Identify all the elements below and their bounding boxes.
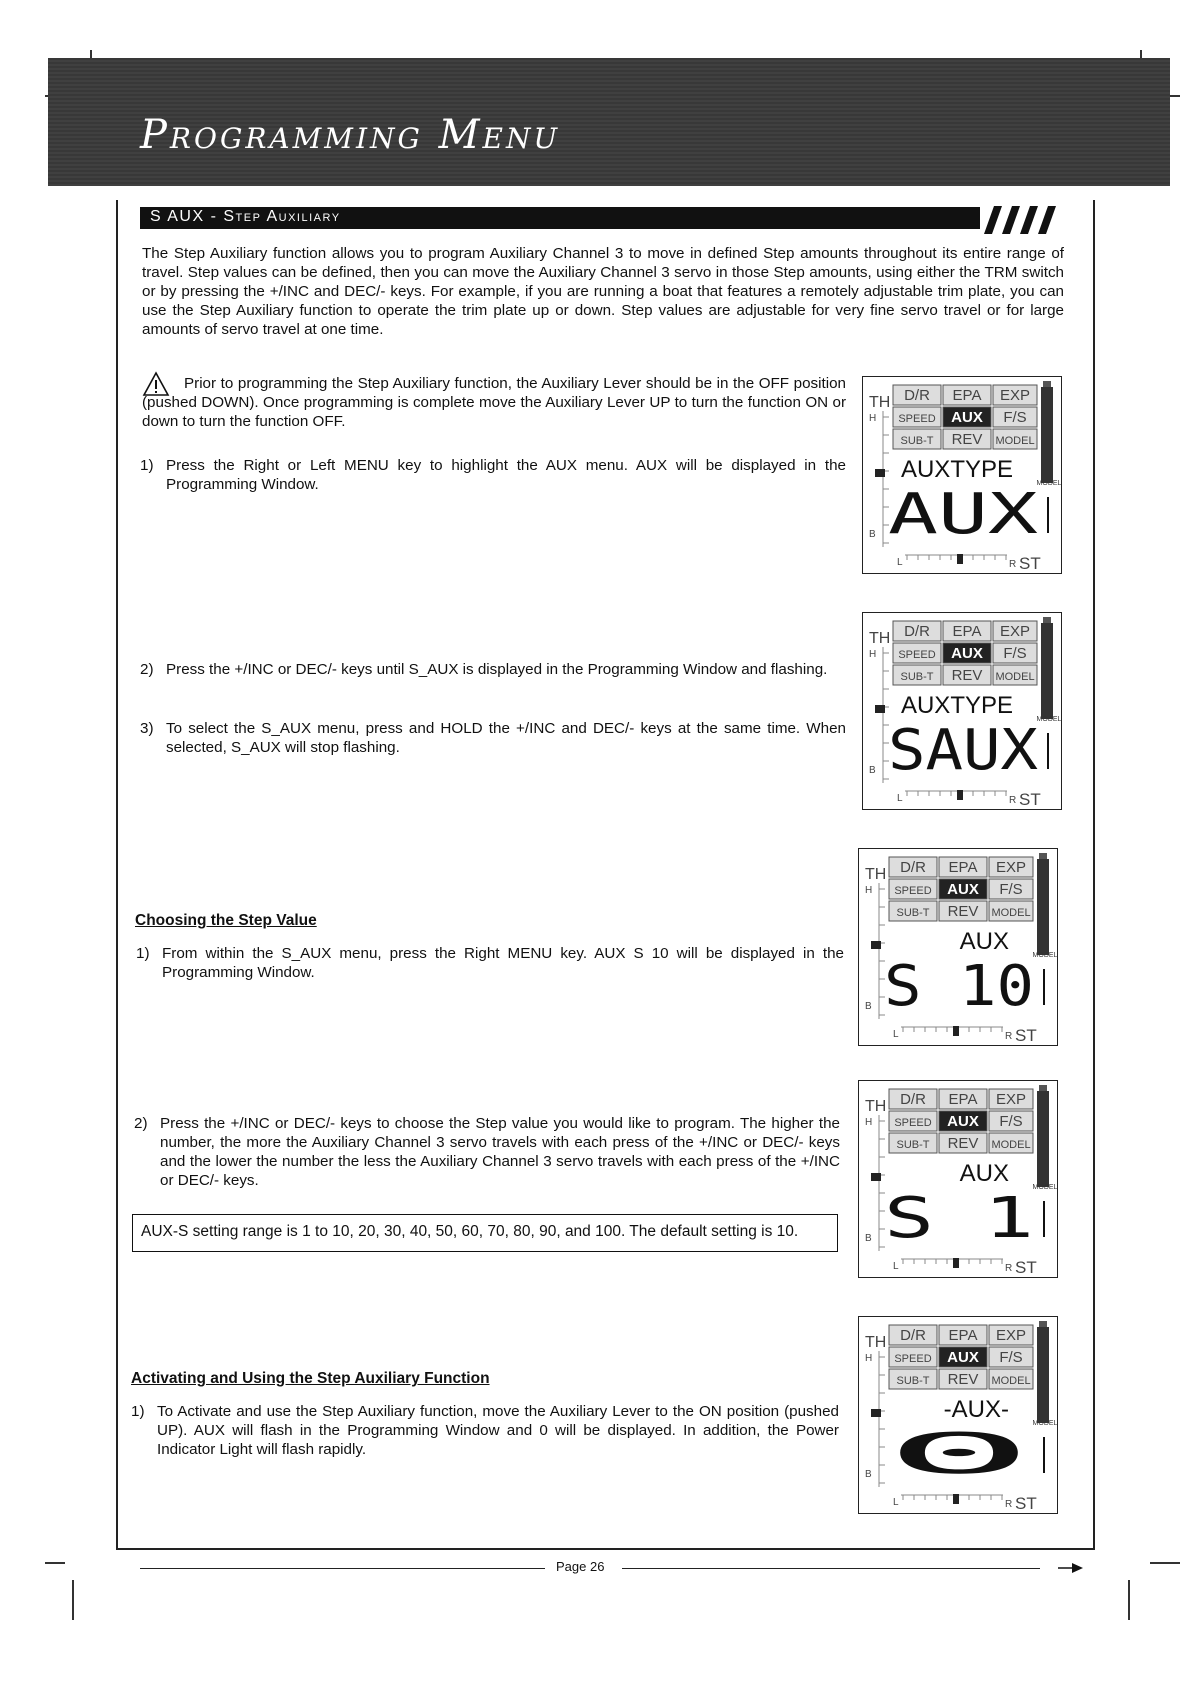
lcd-menu-label: EPA bbox=[952, 387, 982, 404]
lcd-menu-label: AUX bbox=[947, 1349, 979, 1366]
lcd-menu-label: F/S bbox=[999, 881, 1023, 898]
lcd-th: TH bbox=[869, 394, 891, 411]
lcd-th: TH bbox=[869, 630, 891, 647]
lcd-menu-label: REV bbox=[951, 431, 983, 448]
lcd-menu-label: D/R bbox=[900, 1327, 926, 1344]
lcd-model: MODEL bbox=[1036, 716, 1062, 723]
lcd-menu-label: MODEL bbox=[991, 1375, 1031, 1387]
battery-icon bbox=[1041, 623, 1053, 719]
warning-text: Prior to programming the Step Auxiliary function, the Auxiliary Lever should be in the OFF position (pushed DOWN). Once programming is complete move the Auxiliary Lever UP to turn the function ON or down to turn the function OFF. bbox=[142, 375, 846, 430]
lcd-label: AUX bbox=[959, 928, 1009, 955]
battery-icon bbox=[1037, 1091, 1049, 1187]
lcd-b: B bbox=[869, 765, 876, 776]
lcd-menu-label: SUB-T bbox=[896, 1139, 930, 1151]
lcd-menu-label: EXP bbox=[999, 623, 1031, 640]
choosing-heading: Choosing the Step Value bbox=[135, 912, 317, 929]
lcd-menu-label: SUB-T bbox=[896, 907, 930, 919]
lcd-big-value: S 10 bbox=[884, 954, 1034, 1019]
intro-paragraph: The Step Auxiliary function allows you to program Auxiliary Channel 3 to move in defined Step amounts throughout its entire range of travel. Step values can be defined, then you can move the Auxiliary Channel 3 servo in those Step amounts, using either the TRM switch or by pressing the +/INC and DEC/- keys. For example, if you are running a boat that features a remotely adjustable trim plate, you can use the Step Auxiliary function to operate the trim plate up or down. Step values are adjustable for very fine servo travel or for large amounts of servo travel at one time. bbox=[142, 245, 1064, 338]
lcd-menu-label: EXP bbox=[995, 1327, 1027, 1344]
lcd-display bbox=[862, 612, 1062, 810]
lcd-menu-label: REV bbox=[947, 1135, 979, 1152]
lcd-l: L bbox=[893, 1029, 899, 1040]
page-number: Page 26 bbox=[556, 1559, 605, 1574]
lcd-menu-label: SPEED bbox=[894, 1353, 932, 1365]
battery-icon bbox=[1037, 859, 1049, 955]
battery-icon bbox=[1037, 1327, 1049, 1423]
footer-line-left bbox=[140, 1568, 545, 1569]
lcd-big-value: 0 bbox=[884, 1422, 1034, 1487]
battery-icon bbox=[1041, 387, 1053, 483]
slashes-decoration bbox=[972, 202, 1062, 236]
steering-trim-marker bbox=[957, 790, 963, 800]
lcd-big-value: S 1 bbox=[884, 1186, 1034, 1251]
lcd-menu-label: REV bbox=[947, 903, 979, 920]
lcd-menu-label: AUX bbox=[951, 409, 983, 426]
lcd-l: L bbox=[893, 1261, 899, 1272]
setting-range-note: AUX-S setting range is 1 to 10, 20, 30, 40, 50, 60, 70, 80, 90, and 100. The default setting is 10. bbox=[132, 1214, 838, 1252]
lcd-menu-label: AUX bbox=[951, 645, 983, 662]
crop-mark bbox=[1128, 1580, 1130, 1620]
lcd-r: R bbox=[1009, 559, 1017, 570]
lcd-l: L bbox=[897, 793, 903, 804]
lcd-h: H bbox=[865, 885, 873, 896]
steering-trim-marker bbox=[953, 1494, 959, 1504]
frame-right bbox=[1093, 200, 1095, 1550]
lcd-b: B bbox=[869, 529, 876, 540]
arrow-right-icon bbox=[1058, 1562, 1084, 1574]
lcd-menu-label: EXP bbox=[995, 859, 1027, 876]
lcd-menu-label: EPA bbox=[948, 859, 978, 876]
lcd-menu-label: F/S bbox=[999, 1113, 1023, 1130]
frame-left bbox=[116, 200, 118, 1550]
lcd-th: TH bbox=[865, 1098, 887, 1115]
lcd-b: B bbox=[865, 1233, 872, 1244]
lcd-h: H bbox=[865, 1117, 873, 1128]
lcd-l: L bbox=[893, 1497, 899, 1508]
lcd-menu-label: EPA bbox=[948, 1091, 978, 1108]
lcd-menu-label: EPA bbox=[948, 1327, 978, 1344]
throttle-trim-marker bbox=[875, 705, 885, 713]
lcd-label: AUXTYPE bbox=[900, 456, 1013, 483]
lcd-model: MODEL bbox=[1032, 1420, 1058, 1427]
lcd-menu-label: D/R bbox=[904, 387, 930, 404]
lcd-label: AUXTYPE bbox=[900, 692, 1013, 719]
footer-line-right bbox=[622, 1568, 1040, 1569]
lcd-b: B bbox=[865, 1469, 872, 1480]
lcd-menu-label: SPEED bbox=[894, 885, 932, 897]
footer-rule bbox=[118, 1548, 1093, 1550]
lcd-menu-label: D/R bbox=[900, 859, 926, 876]
lcd-st: ST bbox=[1019, 554, 1041, 573]
lcd-menu-label: MODEL bbox=[995, 435, 1035, 447]
throttle-trim-marker bbox=[871, 1173, 881, 1181]
lcd-menu-label: SPEED bbox=[894, 1117, 932, 1129]
lcd-th: TH bbox=[865, 866, 887, 883]
lcd-menu-label: EXP bbox=[999, 387, 1031, 404]
lcd-st: ST bbox=[1015, 1258, 1037, 1277]
activating-heading: Activating and Using the Step Auxiliary Function bbox=[131, 1370, 490, 1387]
lcd-big-value: AUX bbox=[888, 482, 1039, 547]
lcd-menu-label: AUX bbox=[947, 881, 979, 898]
lcd-h: H bbox=[865, 1353, 873, 1364]
lcd-r: R bbox=[1005, 1031, 1013, 1042]
lcd-st: ST bbox=[1019, 790, 1041, 809]
crop-mark bbox=[72, 1580, 74, 1620]
steering-trim-marker bbox=[953, 1258, 959, 1268]
lcd-label: -AUX- bbox=[943, 1396, 1009, 1423]
lcd-r: R bbox=[1009, 795, 1017, 806]
lcd-menu-label: F/S bbox=[1003, 645, 1027, 662]
lcd-st: ST bbox=[1015, 1494, 1037, 1513]
lcd-h: H bbox=[869, 649, 877, 660]
lcd-b: B bbox=[865, 1001, 872, 1012]
lcd-th: TH bbox=[865, 1334, 887, 1351]
lcd-menu-label: MODEL bbox=[991, 1139, 1031, 1151]
lcd-menu-label: SUB-T bbox=[896, 1375, 930, 1387]
lcd-menu-label: REV bbox=[947, 1371, 979, 1388]
lcd-r: R bbox=[1005, 1263, 1013, 1274]
lcd-h: H bbox=[869, 413, 877, 424]
lcd-model: MODEL bbox=[1032, 952, 1058, 959]
lcd-menu-label: EXP bbox=[995, 1091, 1027, 1108]
crop-mark bbox=[45, 1562, 65, 1564]
lcd-menu-label: AUX bbox=[947, 1113, 979, 1130]
crop-mark bbox=[1150, 1562, 1180, 1564]
lcd-menu-label: MODEL bbox=[991, 907, 1031, 919]
lcd-menu-label: SUB-T bbox=[900, 671, 934, 683]
lcd-menu-label: F/S bbox=[1003, 409, 1027, 426]
steering-trim-marker bbox=[953, 1026, 959, 1036]
lcd-menu-label: SPEED bbox=[898, 413, 936, 425]
lcd-menu-label: MODEL bbox=[995, 671, 1035, 683]
lcd-menu-label: EPA bbox=[952, 623, 982, 640]
page-title: Programming Menu bbox=[140, 112, 561, 158]
lcd-display bbox=[858, 1080, 1058, 1278]
lcd-r: R bbox=[1005, 1499, 1013, 1510]
lcd-menu-label: F/S bbox=[999, 1349, 1023, 1366]
lcd-st: ST bbox=[1015, 1026, 1037, 1045]
lcd-model: MODEL bbox=[1036, 480, 1062, 487]
lcd-l: L bbox=[897, 557, 903, 568]
steering-trim-marker bbox=[957, 554, 963, 564]
lcd-menu-label: D/R bbox=[904, 623, 930, 640]
throttle-trim-marker bbox=[871, 1409, 881, 1417]
lcd-label: AUX bbox=[959, 1160, 1009, 1187]
lcd-model: MODEL bbox=[1032, 1184, 1058, 1191]
lcd-big-value: SAUX bbox=[888, 718, 1039, 783]
lcd-menu-label: REV bbox=[951, 667, 983, 684]
throttle-trim-marker bbox=[871, 941, 881, 949]
lcd-display bbox=[858, 848, 1058, 1046]
lcd-display bbox=[862, 376, 1062, 574]
lcd-menu-label: D/R bbox=[900, 1091, 926, 1108]
lcd-display bbox=[858, 1316, 1058, 1514]
lcd-menu-label: SPEED bbox=[898, 649, 936, 661]
throttle-trim-marker bbox=[875, 469, 885, 477]
lcd-menu-label: SUB-T bbox=[900, 435, 934, 447]
section-label: S AUX - Step Auxiliary bbox=[150, 208, 341, 225]
